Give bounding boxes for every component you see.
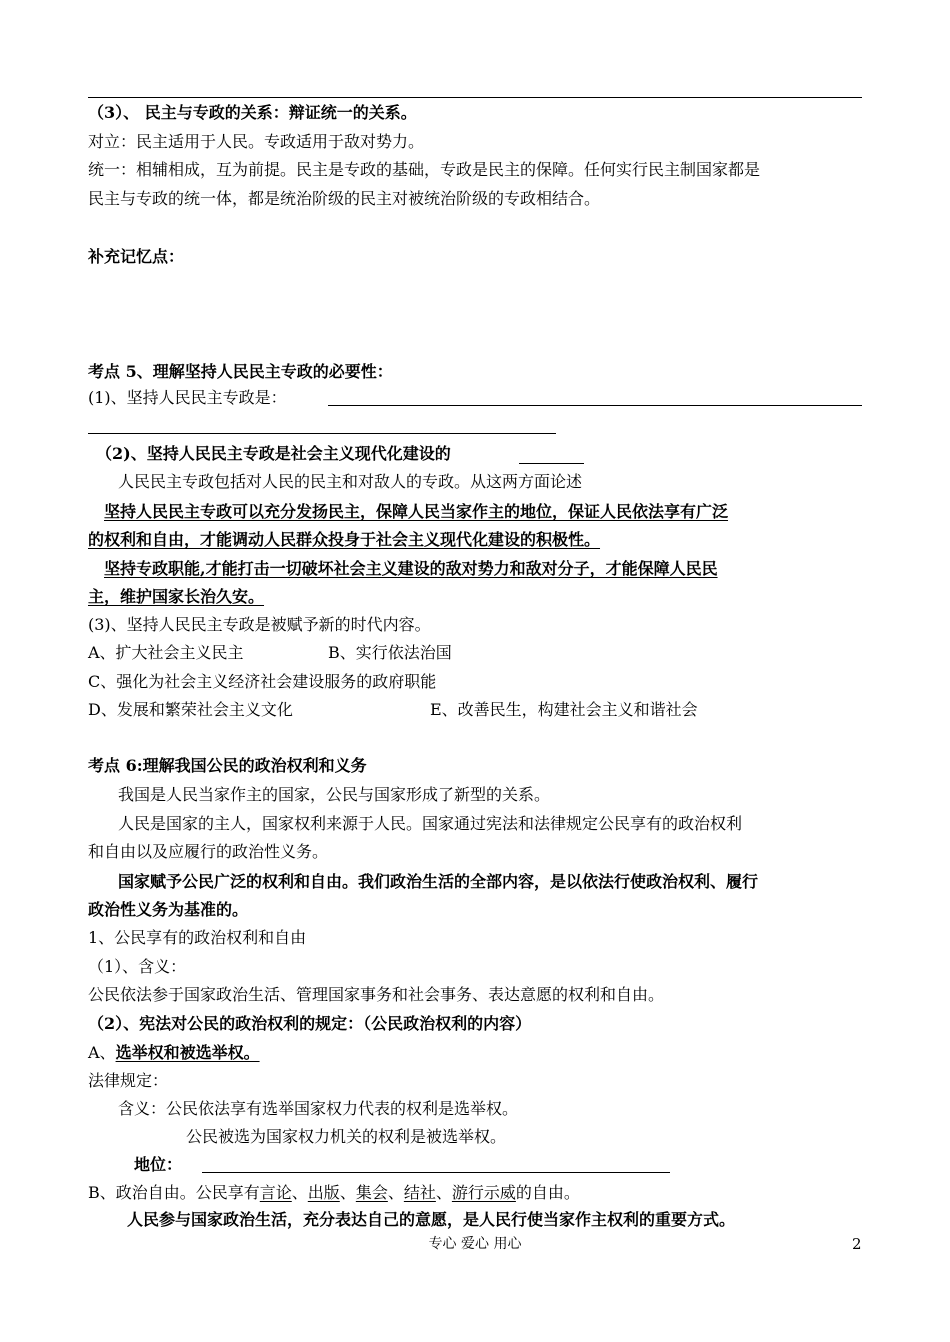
- footer-motto: 专心 爱心 用心: [428, 1236, 522, 1252]
- freedom-association: 结社: [403, 1183, 436, 1202]
- point-6-para-3-line-1: 国家赋予公民广泛的权利和自由。我们政治生活的全部内容，是以依法行使政治权利、履行: [118, 872, 759, 891]
- point-6-title: 考点 6:理解我国公民的政治权利和义务: [88, 756, 367, 775]
- democracy-text-2: 的权利和自由，才能调动人民群众投身于社会主义现代化建设的积极性。: [88, 530, 601, 549]
- point-6-para-1: 我国是人民当家作主的国家，公民与国家形成了新型的关系。: [118, 785, 551, 804]
- law-label: 法律规定：: [88, 1071, 169, 1090]
- law-meaning-2: 公民被选为国家权力机关的权利是被选举权。: [186, 1127, 507, 1146]
- option-a: A、扩大社会主义民主: [88, 643, 244, 662]
- fill-blank-line: [88, 433, 556, 434]
- right-a-prefix: A、: [88, 1043, 116, 1062]
- point-5-intro: 人民民主专政包括对人民的民主和对敌人的专政。从这两方面论述: [118, 472, 583, 491]
- dictatorship-text-1: 坚持专政职能,才能打击一切破坏社会主义建设的敌对势力和敌对分子，才能保障人民民: [104, 559, 718, 578]
- header-rule: [88, 97, 862, 98]
- fill-blank-line: [202, 1172, 670, 1173]
- right-b-line: [88, 1181, 580, 1205]
- status-label: 地位：: [134, 1155, 183, 1174]
- freedom-demonstration: 游行示威: [451, 1183, 516, 1202]
- point-6-para-2-line-2: 和自由以及应履行的政治性义务。: [88, 842, 329, 861]
- option-b: B、实行依法治国: [328, 643, 452, 662]
- democracy-text-1: 坚持人民民主专政可以充分发扬民主，保障人民当家作主的地位，保证人民依法享有广泛: [104, 502, 729, 521]
- point-6-para-3-line-2: 政治性义务为基准的。: [88, 900, 249, 919]
- point-5-item-3: (3)、坚持人民民主专政是被赋予新的时代内容。: [88, 615, 431, 634]
- right-a-label: 选举权和被选举权。: [115, 1043, 260, 1062]
- point-6-para-2-line-1: 人民是国家的主人，国家权利来源于人民。国家通过宪法和法律规定公民享有的政治权利: [118, 814, 743, 833]
- point-5-title: 考点 5、理解坚持人民民主专政的必要性：: [88, 362, 393, 381]
- meaning-label: （1）、含义：: [88, 957, 187, 976]
- freedom-assembly: 集会: [355, 1183, 388, 1202]
- option-d: D、发展和繁荣社会主义文化: [88, 700, 293, 719]
- fill-blank-line: [328, 405, 862, 406]
- right-b-suffix: 的自由。: [515, 1183, 580, 1202]
- option-c: C、强化为社会主义经济社会建设服务的政府职能: [88, 672, 437, 691]
- point-5-item-1: (1)、坚持人民民主专政是：: [88, 388, 287, 407]
- opposition-text: 对立：民主适用于人民。专政适用于敌对势力。: [88, 132, 425, 151]
- memo-label: 补充记忆点：: [88, 247, 185, 266]
- separator: 、: [435, 1183, 452, 1202]
- separator: 、: [339, 1183, 356, 1202]
- law-meaning-1: 含义：公民依法享有选举国家权力代表的权利是选举权。: [118, 1099, 519, 1118]
- subheading-political-rights: 1、公民享有的政治权利和自由: [88, 928, 307, 947]
- point-5-item-2: （2)、坚持人民民主专政是社会主义现代化建设的: [96, 444, 451, 463]
- freedom-speech: 言论: [259, 1183, 292, 1202]
- section-3-title: （3）、 民主与专政的关系：辩证统一的关系。: [88, 103, 417, 122]
- constitution-heading: （2）、宪法对公民的政治权利的规定：（公民政治权利的内容）: [88, 1014, 532, 1033]
- separator: 、: [291, 1183, 308, 1202]
- unity-text-1: 统一：相辅相成，互为前提。民主是专政的基础，专政是民主的保障。任何实行民主制国家都是: [88, 160, 761, 179]
- option-e: E、改善民生，构建社会主义和谐社会: [430, 700, 698, 719]
- meaning-text: 公民依法参于国家政治生活、管理国家事务和社会事务、表达意愿的权利和自由。: [88, 985, 665, 1004]
- right-a-line: [88, 1041, 260, 1065]
- freedom-press: 出版: [307, 1183, 340, 1202]
- unity-text-2: 民主与专政的统一体，都是统治阶级的民主对被统治阶级的专政相结合。: [88, 189, 601, 208]
- separator: 、: [387, 1183, 404, 1202]
- dictatorship-text-2: 主，维护国家长治久安。: [88, 587, 265, 606]
- fill-blank-line: [519, 463, 584, 464]
- page-number: 2: [852, 1235, 862, 1253]
- right-b-prefix: B、政治自由。公民享有: [88, 1183, 260, 1202]
- summary-text: 人民参与国家政治生活，充分表达自己的意愿，是人民行使当家作主权利的重要方式。: [127, 1210, 736, 1229]
